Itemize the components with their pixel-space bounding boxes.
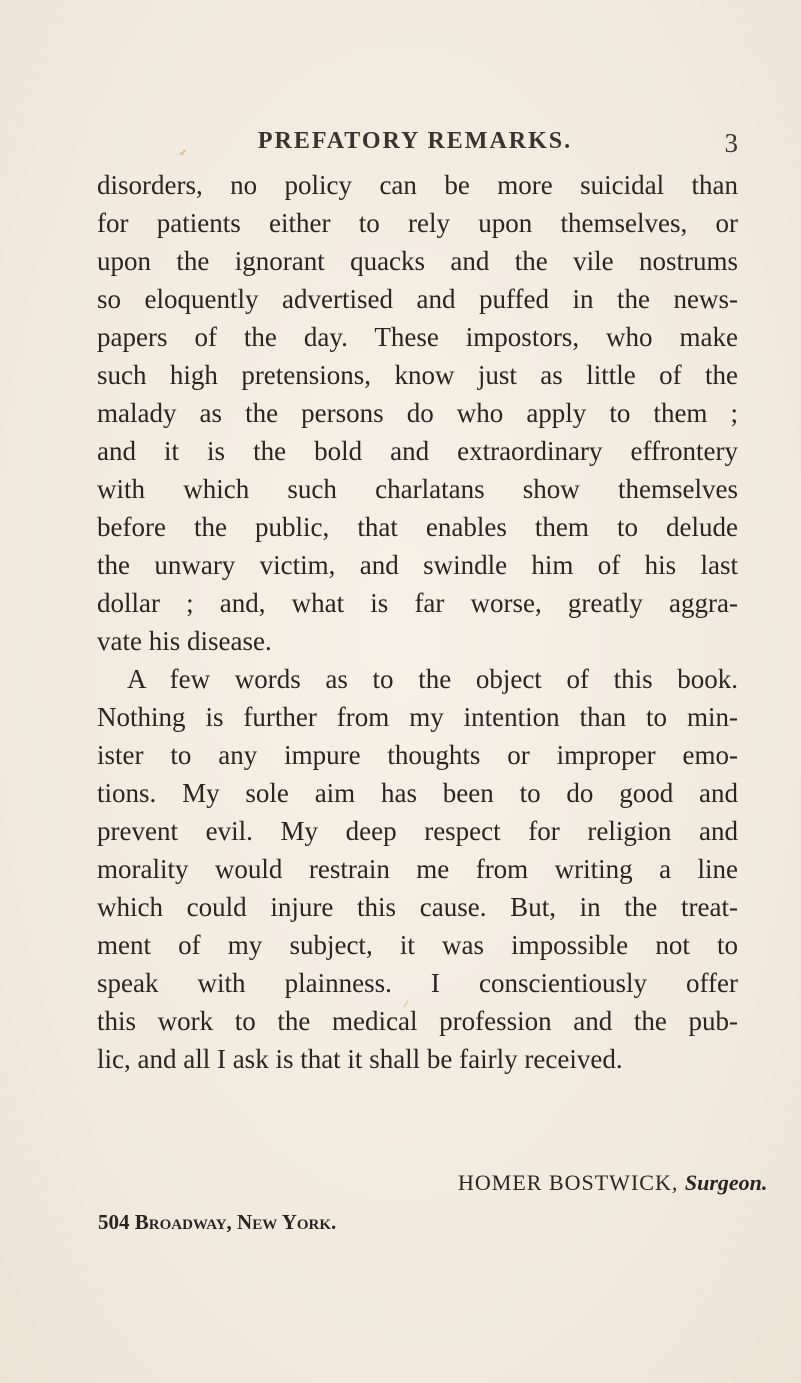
text-line: ister to any impure thoughts or improper emo-: [97, 740, 738, 770]
author-role: Surgeon.: [684, 1170, 768, 1195]
text-line: prevent evil. My deep respect for religion and: [97, 816, 738, 846]
author-address: 504 Broadway, New York.: [98, 1210, 337, 1234]
text-line: which could injure this cause. But, in the treat-: [97, 892, 738, 922]
text-line: vate his disease.: [97, 626, 272, 656]
text-line: for patients either to rely upon themselves, or: [97, 208, 738, 238]
text-line: such high pretensions, know just as little of the: [97, 360, 738, 390]
text-line: this work to the medical profession and the pub-: [97, 1006, 738, 1036]
text-line: the unwary victim, and swindle him of his last: [97, 550, 738, 580]
text-line: upon the ignorant quacks and the vile nostrums: [97, 246, 738, 276]
text-line: tions. My sole aim has been to do good and: [97, 778, 738, 808]
text-line: dollar ; and, what is far worse, greatly aggra-: [97, 588, 738, 618]
text-line: malady as the persons do who apply to them ;: [97, 398, 738, 428]
text-line: Nothing is further from my intention than to min-: [97, 702, 738, 732]
author-name: HOMER BOSTWICK,: [458, 1170, 679, 1195]
text-line: so eloquently advertised and puffed in the news-: [97, 284, 738, 314]
text-line: ment of my subject, it was impossible not to: [97, 930, 738, 960]
body-text: [97, 166, 738, 1078]
author-signature: [458, 1170, 767, 1196]
text-line: papers of the day. These impostors, who make: [97, 322, 738, 352]
text-line: disorders, no policy can be more suicidal than: [97, 170, 738, 200]
running-head: [92, 128, 738, 168]
paragraph-start-line: A few words as to the object of this book.: [127, 664, 738, 694]
text-line: speak with plainness. I conscientiously offer: [97, 968, 738, 998]
page-number: 3: [724, 128, 738, 158]
text-line: lic, and all I ask is that it shall be fairly received.: [97, 1044, 623, 1074]
text-line: before the public, that enables them to delude: [97, 512, 738, 542]
text-line: and it is the bold and extraordinary effrontery: [97, 436, 738, 466]
text-line: morality would restrain me from writing a line: [97, 854, 738, 884]
text-line: with which such charlatans show themselves: [97, 474, 738, 504]
running-title: PREFATORY REMARKS.: [257, 128, 573, 154]
